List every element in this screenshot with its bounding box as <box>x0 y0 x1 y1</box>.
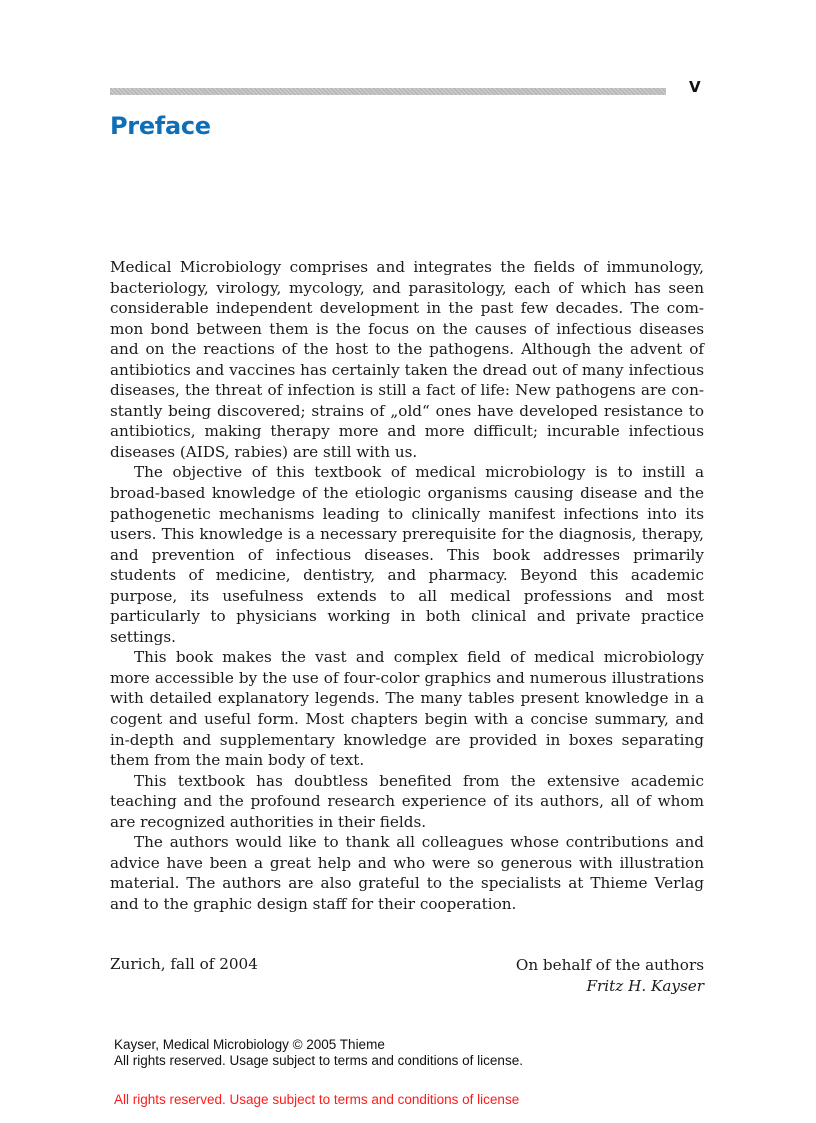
paragraph-2: The objective of this textbook of medical microbiology is to instill a broad-based knowledge of the etiologic organisms causing disease and the pathogenetic mechanisms leading to clinically manifest infections into its users. This knowledge is a necessary prerequisite for the diagnosis, therapy, and prevention of infectious diseases. This book addresses primarily students of medicine, dentistry, and pharmacy. Beyond this academic purpose, its usefulness extends to all medical professions and most particularly to physicians working in both clinical and private practice settings. <box>110 463 704 646</box>
on-behalf-label: On behalf of the authors <box>515 956 704 974</box>
paragraph-4: This textbook has doubtless benefited from the extensive academic teaching and the profound research experience of its authors, all of whom are recognized authorities in their fields. <box>110 771 704 831</box>
signature-block <box>516 955 704 996</box>
preface-body <box>110 257 704 915</box>
paragraph-5: The authors would like to thank all colleagues whose contributions and advice have been a great help and who were so generous with illustration material. The authors are also grateful to the specialists at Thieme Verlag and to the graphic design staff for their cooperation. <box>110 833 704 913</box>
copyright-line: Kayser, Medical Microbiology © 2005 Thieme <box>114 1037 385 1052</box>
place-date: Zurich, fall of 2004 <box>110 955 258 973</box>
page-title: Preface <box>110 112 211 140</box>
paragraph-1: Medical Microbiology comprises and integrates the fields of immunology, bacteriology, virology, mycology, and parasitology, each of which has seen considerable independent development in the past few decades. The common bond between them is the focus on the causes of infectious diseases and on the reactions of the host to the pathogens. Although the advent of antibiotics and vaccines has certainly taken the dread out of many infectious diseases, the threat of infection is still a fact of life: New pathogens are constantly being discovered; strains of „old“ ones have developed resistance to antibiotics, making therapy more and more difficult; incurable infectious diseases (AIDS, rabies) are still with us. <box>110 258 704 461</box>
rights-line: All rights reserved. Usage subject to terms and conditions of license. <box>114 1053 523 1068</box>
copyright-footer <box>114 1037 523 1069</box>
license-notice: All rights reserved. Usage subject to terms and conditions of license <box>114 1092 520 1107</box>
paragraph-3: This book makes the vast and complex field of medical microbiology more accessible by the use of four-color graphics and numerous illustrations with detailed explanatory legends. The many tables present knowledge in a cogent and useful form. Most chapters begin with a concise summary, and in-depth and supplementary knowledge are provided in boxes separating them from the main body of text. <box>110 648 704 770</box>
header-rule <box>110 88 666 95</box>
page-number: V <box>689 78 701 96</box>
author-name: Fritz H. Kayser <box>586 976 704 995</box>
